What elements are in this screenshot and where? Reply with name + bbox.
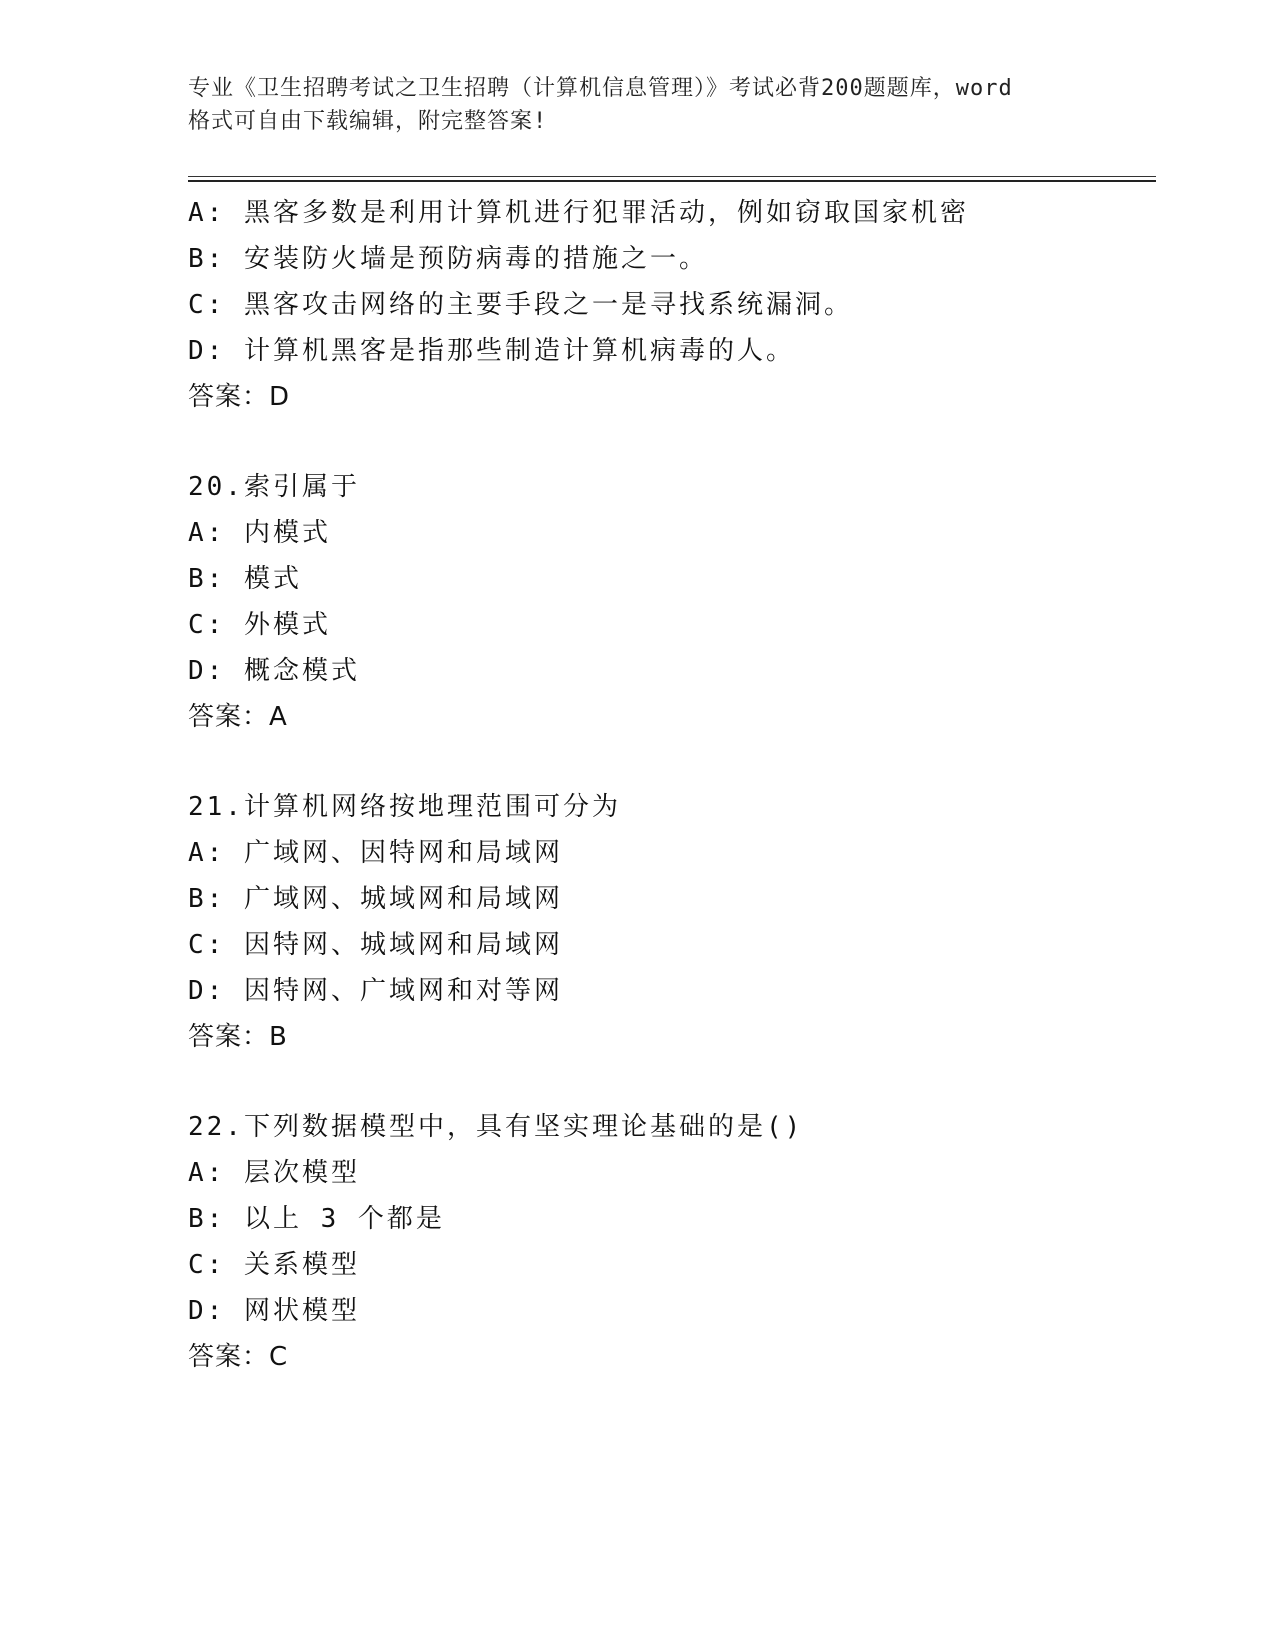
question-title: 22.下列数据模型中，具有坚实理论基础的是()	[188, 1112, 804, 1142]
question-title: 21.计算机网络按地理范围可分为	[188, 792, 621, 822]
option-a: A: 内模式	[188, 518, 331, 548]
option-d: D: 计算机黑客是指那些制造计算机病毒的人。	[188, 336, 795, 366]
divider-thin-line	[188, 176, 1156, 177]
divider-thick-line	[188, 180, 1156, 182]
option-c: C: 因特网、城域网和局域网	[188, 930, 563, 960]
option-d: D: 概念模式	[188, 656, 360, 686]
option-a: A: 黑客多数是利用计算机进行犯罪活动，例如窃取国家机密	[188, 198, 969, 228]
option-a: A: 广域网、因特网和局域网	[188, 838, 563, 868]
option-a: A: 层次模型	[188, 1158, 360, 1188]
option-d: D: 因特网、广域网和对等网	[188, 976, 563, 1006]
question-block-22	[188, 1104, 1148, 1380]
option-d: D: 网状模型	[188, 1296, 360, 1326]
document-header	[188, 72, 1088, 138]
option-b: B: 以上 3 个都是	[188, 1204, 445, 1234]
answer-line: 答案：C	[188, 1342, 289, 1372]
answer-line: 答案：B	[188, 1022, 288, 1052]
question-block-20	[188, 464, 1148, 740]
option-b: B: 安装防火墙是预防病毒的措施之一。	[188, 244, 708, 274]
option-c: C: 关系模型	[188, 1250, 360, 1280]
option-c: C: 黑客攻击网络的主要手段之一是寻找系统漏洞。	[188, 290, 853, 320]
option-b: B: 广域网、城域网和局域网	[188, 884, 563, 914]
header-line-1: 专业《卫生招聘考试之卫生招聘（计算机信息管理）》考试必背200题题库，word	[188, 76, 1013, 101]
option-b: B: 模式	[188, 564, 302, 594]
header-line-2: 格式可自由下载编辑，附完整答案!	[188, 109, 548, 134]
answer-line: 答案：D	[188, 382, 291, 412]
question-block-19	[188, 190, 1148, 420]
answer-line: 答案：A	[188, 702, 288, 732]
question-content	[188, 190, 1148, 1380]
option-c: C: 外模式	[188, 610, 331, 640]
question-block-21	[188, 784, 1148, 1060]
header-divider	[188, 176, 1156, 182]
question-title: 20.索引属于	[188, 472, 360, 502]
